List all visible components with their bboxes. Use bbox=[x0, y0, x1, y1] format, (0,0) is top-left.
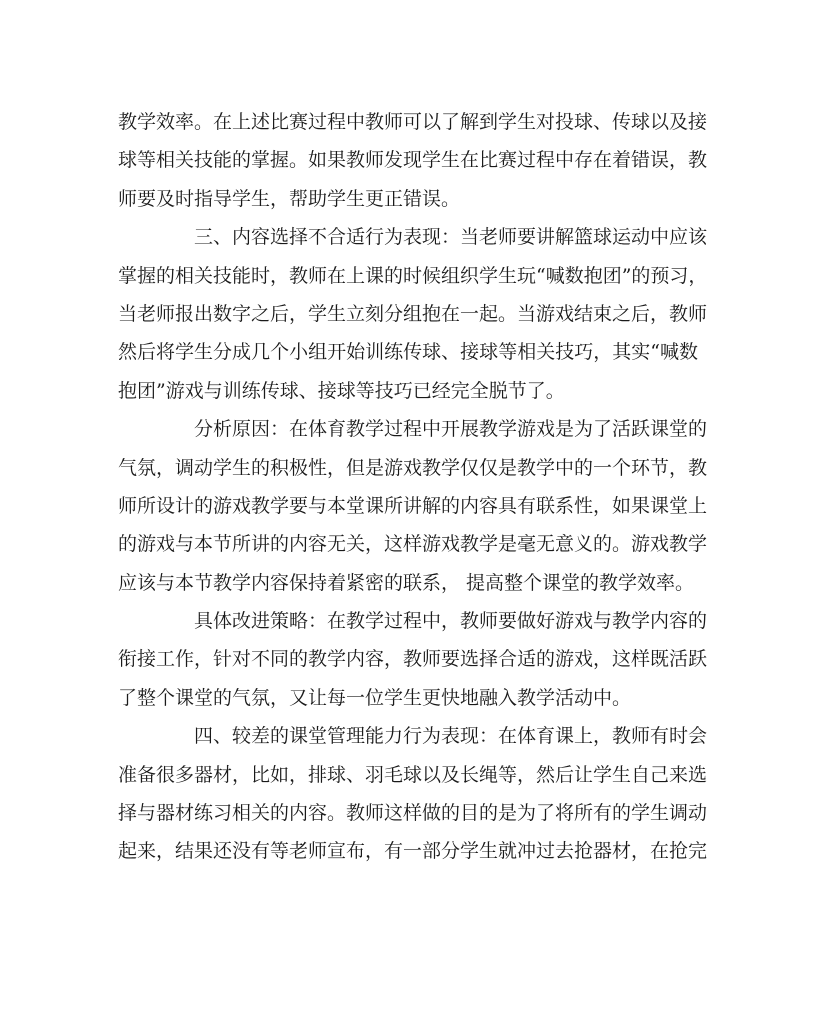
text-line: 师要及时指导学生，帮助学生更正错误。 bbox=[118, 187, 461, 210]
text-line: 球等相关技能的掌握。如果教师发现学生在比赛过程中存在着错误，教 bbox=[118, 149, 708, 172]
paragraph-first-line: 四、较差的课堂管理能力行为表现：在体育课上，教师有时会 bbox=[194, 725, 708, 748]
paragraph-first-line: 三、内容选择不合适行为表现：当老师要讲解篮球运动中应该 bbox=[194, 226, 708, 249]
text-line: 抱团”游戏与训练传球、接球等技巧已经完全脱节了。 bbox=[118, 379, 565, 402]
text-line: 应该与本节教学内容保持着紧密的联系， 提高整个课堂的教学效率。 bbox=[118, 571, 695, 594]
text-line: 准备很多器材，比如，排球、羽毛球以及长绳等，然后让学生自己来选 bbox=[118, 763, 708, 786]
body-text bbox=[118, 103, 708, 871]
paragraph-first-line: 具体改进策略：在教学过程中，教师要做好游戏与教学内容的 bbox=[194, 610, 708, 633]
paragraph-first-line: 分析原因：在体育教学过程中开展教学游戏是为了活跃课堂的 bbox=[194, 418, 708, 441]
text-line: 教学效率。在上述比赛过程中教师可以了解到学生对投球、传球以及接 bbox=[118, 111, 708, 133]
text-line: 掌握的相关技能时，教师在上课的时候组织学生玩“喊数抱团”的预习， bbox=[118, 264, 708, 287]
text-line: 的游戏与本节所讲的内容无关，这样游戏教学是毫无意义的。游戏教学 bbox=[118, 533, 708, 556]
text-line: 择与器材练习相关的内容。教师这样做的目的是为了将所有的学生调动 bbox=[118, 802, 708, 825]
text-line: 气氛，调动学生的积极性，但是游戏教学仅仅是教学中的一个环节，教 bbox=[118, 456, 708, 479]
text-line: 了整个课堂的气氛，又让每一位学生更快地融入教学活动中。 bbox=[118, 686, 632, 709]
text-line: 起来，结果还没有等老师宣布，有一部分学生就冲过去抢器材，在抢完 bbox=[118, 840, 708, 863]
text-line: 衔接工作，针对不同的教学内容，教师要选择合适的游戏，这样既活跃 bbox=[118, 648, 708, 671]
text-line: 当老师报出数字之后，学生立刻分组抱在一起。当游戏结束之后，教师 bbox=[118, 302, 708, 325]
text-line: 师所设计的游戏教学要与本堂课所讲解的内容具有联系性，如果课堂上 bbox=[118, 494, 708, 517]
text-line: 然后将学生分成几个小组开始训练传球、接球等相关技巧，其实“喊数 bbox=[118, 341, 698, 364]
